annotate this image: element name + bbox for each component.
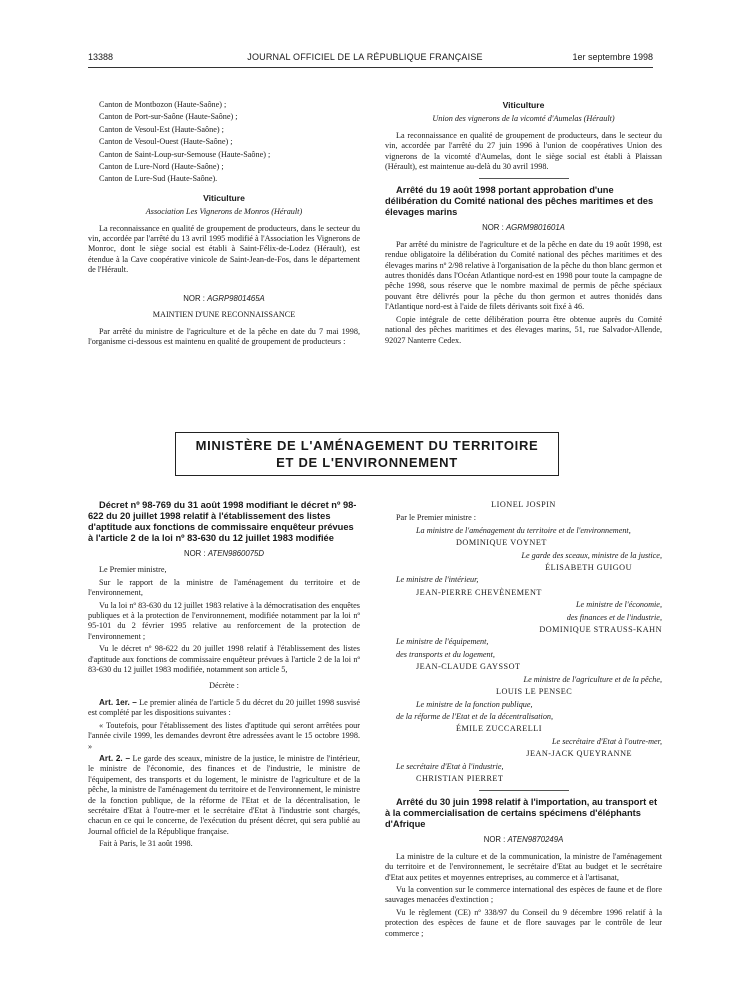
- right-column-top: [385, 100, 662, 348]
- signatory-role: des finances et de l'industrie,: [566, 612, 662, 622]
- signatory-role: Le garde des sceaux, ministre de la justice,: [521, 550, 662, 560]
- par-le-premier-ministre: Par le Premier ministre :: [396, 513, 477, 523]
- signatory-name: DOMINIQUE STRAUSS-KAHN: [539, 625, 662, 635]
- journal-title: JOURNAL OFFICIEL DE LA RÉPUBLIQUE FRANÇAISE: [247, 52, 483, 62]
- ministry-banner-line1: MINISTÈRE DE L'AMÉNAGEMENT DU TERRITOIRE: [195, 438, 539, 453]
- right-column-signatures: [385, 500, 662, 941]
- signatory-name: JEAN-CLAUDE GAYSSOT: [416, 662, 521, 672]
- article-1: [88, 698, 360, 719]
- paragraph: Vu le décret nº 98-622 du 20 juillet 1998 relatif à l'établissement des listes d'aptitude aux fonctions de commissaire enquêteur prévues à l'article 2 de la loi nº 83-630 du 12 juillet 1983 modifiée, notamment son article 5,: [88, 644, 360, 675]
- left-column-decree: [88, 500, 360, 852]
- decrete: Décrète :: [209, 681, 239, 691]
- article-text: Le premier alinéa de l'article 5 du décret du 20 juillet 1998 susvisé est complété par les dispositions suivantes :: [88, 697, 361, 718]
- canton-line: Canton de Vesoul-Est (Haute-Saône) ;: [99, 124, 224, 134]
- separator: [479, 178, 569, 179]
- nor-reference: NOR : ATEN9860075D: [183, 549, 265, 558]
- paragraph: La ministre de la culture et de la communication, la ministre de l'aménagement du territoire et de l'environnement, le secrétaire d'Etat au budget et le secrétaire d'Etat aux petites et moyennes entreprises, au commerce et à l'artisanat,: [385, 851, 662, 882]
- header-rule: [88, 67, 653, 68]
- paragraph: Vu le règlement (CE) nº 338/97 du Conseil du 9 décembre 1996 relatif à la protection des espèces de faune et de flore sauvages par le contrôle de leur commerce ;: [385, 907, 662, 938]
- canton-line: Canton de Saint-Loup-sur-Semouse (Haute-Saône) ;: [99, 149, 271, 159]
- signatory-name: ÉMILE ZUCCARELLI: [456, 724, 542, 734]
- signatory-role: Le ministre de l'agriculture et de la pêche,: [523, 674, 662, 684]
- canton-line: Canton de Montbozon (Haute-Saône) ;: [99, 100, 227, 109]
- signatory-role: de la réforme de l'Etat et de la décentralisation,: [396, 711, 554, 721]
- paragraph: Vu la loi nº 83-630 du 12 juillet 1983 relative à la démocratisation des enquêtes publiques et à la protection de l'environnement, modifiée notamment par la loi nº 95-101 du 2 février 1995 relative au renforcement de la protection de l'environnement ;: [88, 600, 360, 641]
- arrete-title: Arrêté du 30 juin 1998 relatif à l'importation, au transport et à la commercialisation de certains spécimens d'éléphants d'Afrique: [385, 797, 658, 830]
- association-name: Association Les Vignerons de Monros (Hérault): [145, 207, 303, 217]
- signatory-role: Le ministre de l'intérieur,: [396, 575, 479, 585]
- section-heading: Viticulture: [203, 192, 245, 203]
- paragraph: Par arrêté du ministre de l'agriculture et de la pêche en date du 7 mai 1998, l'organisme ci-dessous est maintenu en qualité de groupement de producteurs :: [88, 326, 360, 346]
- canton-line: Canton de Vesoul-Ouest (Haute-Saône) ;: [99, 137, 233, 147]
- nor-code: AGRP9801465A: [207, 293, 265, 303]
- article-label: Art. 2. –: [99, 753, 130, 763]
- paragraph: Vu la convention sur le commerce international des espèces de faune et de flore sauvages menacées d'extinction ;: [385, 884, 662, 905]
- nor-reference: NOR : AGRM9801601A: [482, 223, 565, 233]
- signatory-pm: LIONEL JOSPIN: [491, 500, 556, 509]
- signatory-role: Le ministre de la fonction publique,: [416, 699, 533, 709]
- signatory-name: JEAN-PIERRE CHEVÈNEMENT: [416, 587, 542, 597]
- article-label: Art. 1er. –: [99, 697, 137, 707]
- subheading: MAINTIEN D'UNE RECONNAISSANCE: [152, 310, 296, 320]
- signatory-role: des transports et du logement,: [396, 649, 495, 659]
- quote: « Toutefois, pour l'établissement des listes d'aptitude qui seront arrêtées pour l'année civile 1999, les demandes devront être adressées avant le 15 octobre 1998. »: [88, 720, 360, 751]
- nor-code: ATEN9860075D: [207, 549, 265, 558]
- issue-date: 1er septembre 1998: [572, 52, 653, 62]
- ministry-banner-line2: ET DE L'ENVIRONNEMENT: [276, 455, 458, 470]
- paragraph: Sur le rapport de la ministre de l'aménagement du territoire et de l'environnement,: [88, 577, 360, 598]
- nor-code: ATEN9870249A: [507, 835, 564, 845]
- paragraph: Par arrêté du ministre de l'agriculture et de la pêche en date du 19 août 1998, est rendue obligatoire la délibération du Comité national des pêches maritimes et des élevages marins nº 2/98 relative à l'organisation de la pêche du thon blanc germon et autres thonidés dans l'Océan Atlantique nord-est en 1998 pour toute la campagne de pêche 1998, sous réserve que le nombre maximal de permis de pêche spéciaux pouvant être délivrés pour la pêche du thon germon et autres thonidés dans l'Atlantique nord-est à l'aide de filets dérivants soit fixé à 46.: [385, 239, 662, 312]
- signatory-role: Le ministre de l'économie,: [575, 600, 662, 610]
- nor-code: AGRM9801601A: [505, 223, 565, 233]
- nor-reference: NOR : ATEN9870249A: [483, 835, 564, 845]
- article-text: Le garde des sceaux, ministre de la justice, le ministre de l'intérieur, le ministre de l'économie, des finances et de l'industrie, le ministre de l'équipement, des transports et du logement, le ministre de l'agriculture et de la pêche, la ministre de l'aménagement du territoire et de l'environnement, le ministre de la fonction publique, de la réforme de l'Etat et de la décentralisation, le secrétaire d'Etat à l'outre-mer et le secrétaire d'Etat à l'industrie sont chargés, chacun en ce qui le concerne, de l'exécution du présent décret, qui sera publié au Journal officiel de la République française.: [88, 753, 360, 836]
- arrete-title: Arrêté du 19 août 1998 portant approbation d'une délibération du Comité national des pêches maritimes et des élevages marins: [385, 185, 654, 218]
- signatory-role: Le secrétaire d'Etat à l'industrie,: [396, 761, 504, 771]
- page-number: 13388: [88, 52, 114, 62]
- article-2: [88, 754, 360, 837]
- signatory-name: CHRISTIAN PIERRET: [416, 773, 504, 783]
- paragraph: Le Premier ministre,: [99, 565, 167, 575]
- ministry-banner: [175, 432, 559, 476]
- signatory-name: DOMINIQUE VOYNET: [456, 538, 547, 548]
- signatory-role: La ministre de l'aménagement du territoire et de l'environnement,: [416, 525, 631, 535]
- left-column-top: [88, 100, 360, 349]
- canton-line: Canton de Port-sur-Saône (Haute-Saône) ;: [99, 112, 238, 122]
- signatory-role: Le secrétaire d'Etat à l'outre-mer,: [552, 736, 662, 746]
- canton-line: Canton de Lure-Sud (Haute-Saône).: [99, 174, 218, 184]
- paragraph: Copie intégrale de cette délibération pourra être obtenue auprès du Comité national des pêches maritimes et des élevages marins, 51, rue Salvador-Allende, 92027 Nanterre Cedex.: [385, 314, 662, 345]
- separator: [479, 790, 569, 791]
- signatory-name: JEAN-JACK QUEYRANNE: [526, 749, 632, 759]
- signatory-name: ÉLISABETH GUIGOU: [545, 563, 632, 573]
- union-name: Union des vignerons de la vicomté d'Aumelas (Hérault): [432, 114, 615, 124]
- section-heading: Viticulture: [502, 100, 545, 110]
- paragraph: La reconnaissance en qualité de groupement de producteurs, dans le secteur du vin, accordée par l'arrêté du 13 avril 1995 modifié à l'Association les Vignerons de Monroc, dont le siège social est établi à Saint-Félix-de-Lodez (Hérault), est étendue à la Cave coopérative vinicole de Saint-Jean-de-Fos, dans le département de l'Hérault.: [88, 223, 360, 275]
- paragraph: La reconnaissance en qualité de groupement de producteurs, dans le secteur du vin, accordée par l'arrêté du 27 juin 1996 à l'union de coopératives Union des vignerons de la vicomté d'Aumelas, dont le siège social est établi à Plaissan (Hérault), est maintenue au-delà du 30 avril 1998.: [385, 130, 662, 172]
- signatory-name: LOUIS LE PENSEC: [496, 687, 573, 697]
- decree-title: Décret nº 98-769 du 31 août 1998 modifiant le décret nº 98-622 du 20 juillet 1998 relatif à l'établissement des listes d'aptitude aux fonctions de commissaire enquêteur prévues à l'article 2 de la loi nº 83-630 du 12 juillet 1983 modifiée: [88, 500, 357, 543]
- canton-line: Canton de Lure-Nord (Haute-Saône) ;: [99, 162, 224, 172]
- fait-a-paris: Fait à Paris, le 31 août 1998.: [99, 839, 193, 849]
- signatory-role: Le ministre de l'équipement,: [396, 637, 489, 647]
- nor-reference: NOR : AGRP9801465A: [183, 293, 265, 303]
